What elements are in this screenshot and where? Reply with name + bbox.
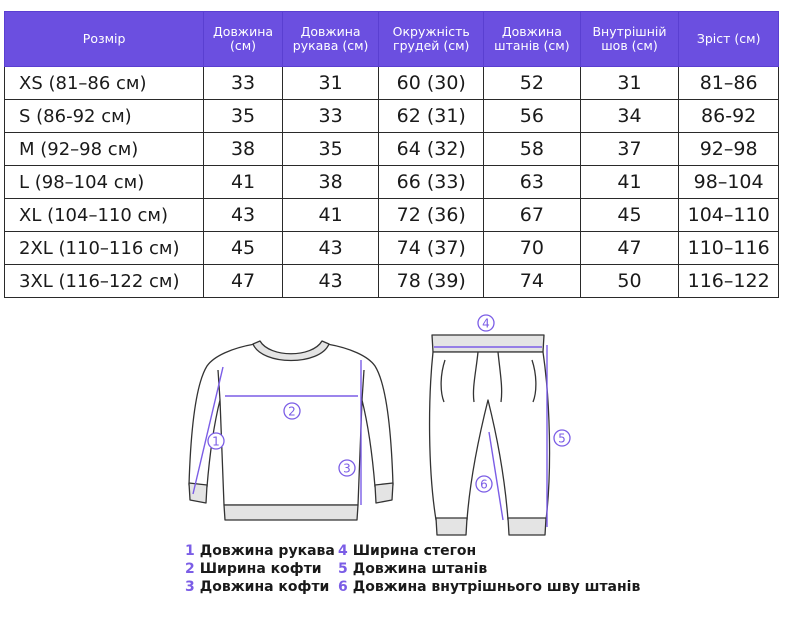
- legend-number: 4: [338, 543, 348, 559]
- table-row: [5, 232, 779, 265]
- header-sleeve-length: Довжина рукава (см): [282, 12, 379, 67]
- cell-inseam: 50: [580, 265, 679, 298]
- cell-length: 47: [204, 265, 283, 298]
- right-pant-cuff: [508, 518, 546, 535]
- cell-height: 92–98: [679, 133, 779, 166]
- legend-label: Довжина штанів: [352, 561, 488, 577]
- table-row: [5, 199, 779, 232]
- cell-sleeve: 31: [282, 67, 379, 100]
- cell-pants-length: 56: [484, 100, 581, 133]
- legend-column-left: [185, 542, 335, 596]
- legend-column-right: [338, 542, 640, 596]
- cell-sleeve: 38: [282, 166, 379, 199]
- cell-size: XS (81–86 см): [5, 67, 204, 100]
- legend-label: Довжина внутрішнього шву штанів: [352, 579, 641, 595]
- header-height: Зріст (см): [679, 12, 779, 67]
- cell-length: 43: [204, 199, 283, 232]
- cell-inseam: 45: [580, 199, 679, 232]
- cell-chest: 78 (39): [379, 265, 484, 298]
- cell-sleeve: 41: [282, 199, 379, 232]
- legend-label: Ширина кофти: [199, 561, 322, 577]
- marker-6: [476, 476, 492, 492]
- sweatshirt-illustration: [189, 341, 393, 520]
- sweatshirt-body: [189, 344, 393, 505]
- legend-label: Ширина стегон: [352, 543, 477, 559]
- cell-size: M (92–98 см): [5, 133, 204, 166]
- cell-pants-length: 52: [484, 67, 581, 100]
- cell-chest: 60 (30): [379, 67, 484, 100]
- marker-4: [478, 315, 494, 331]
- cell-inseam: 37: [580, 133, 679, 166]
- cell-pants-length: 63: [484, 166, 581, 199]
- header-size: Розмір: [5, 12, 204, 67]
- legend-label: Довжина кофти: [199, 579, 330, 595]
- header-chest: Окружність грудей (см): [379, 12, 484, 67]
- cell-height: 81–86: [679, 67, 779, 100]
- cell-chest: 74 (37): [379, 232, 484, 265]
- cell-length: 35: [204, 100, 283, 133]
- legend-label: Довжина рукава: [199, 543, 335, 559]
- cell-inseam: 31: [580, 67, 679, 100]
- cell-length: 38: [204, 133, 283, 166]
- legend-number: 6: [338, 579, 348, 595]
- cell-size: L (98–104 см): [5, 166, 204, 199]
- left-pant-cuff: [436, 518, 467, 535]
- cell-sleeve: 43: [282, 265, 379, 298]
- cell-height: 86-92: [679, 100, 779, 133]
- left-cuff: [189, 483, 207, 503]
- marker-2: [284, 403, 300, 419]
- header-pants-length: Довжина штанів (см): [484, 12, 581, 67]
- cell-pants-length: 74: [484, 265, 581, 298]
- marker-1: [208, 433, 224, 449]
- table-row: [5, 133, 779, 166]
- cell-length: 41: [204, 166, 283, 199]
- cell-chest: 66 (33): [379, 166, 484, 199]
- right-cuff: [375, 483, 393, 503]
- cell-pants-length: 67: [484, 199, 581, 232]
- cell-chest: 72 (36): [379, 199, 484, 232]
- legend-item: [185, 560, 335, 578]
- table-row: [5, 265, 779, 298]
- table-header-row: [5, 12, 779, 67]
- marker-5: [554, 430, 570, 446]
- cell-length: 45: [204, 232, 283, 265]
- cell-height: 104–110: [679, 199, 779, 232]
- cell-chest: 62 (31): [379, 100, 484, 133]
- table-row: [5, 166, 779, 199]
- legend-item: [338, 578, 640, 596]
- cell-sleeve: 43: [282, 232, 379, 265]
- cell-size: 3XL (116–122 см): [5, 265, 204, 298]
- legend-number: 1: [185, 543, 195, 559]
- cell-size: 2XL (110–116 см): [5, 232, 204, 265]
- legend-item: [185, 578, 335, 596]
- cell-height: 116–122: [679, 265, 779, 298]
- table-row: [5, 100, 779, 133]
- sweatshirt-hem: [224, 505, 358, 520]
- marker-5-label: 5: [558, 431, 566, 446]
- cell-height: 110–116: [679, 232, 779, 265]
- cell-sleeve: 33: [282, 100, 379, 133]
- header-length: Довжина (см): [204, 12, 283, 67]
- size-chart-table: [4, 11, 779, 298]
- legend-number: 2: [185, 561, 195, 577]
- legend-item: [185, 542, 335, 560]
- legend-item: [338, 560, 640, 578]
- legend-number: 3: [185, 579, 195, 595]
- cell-length: 33: [204, 67, 283, 100]
- cell-sleeve: 35: [282, 133, 379, 166]
- marker-6-label: 6: [480, 477, 488, 492]
- cell-size: S (86-92 см): [5, 100, 204, 133]
- marker-2-label: 2: [288, 404, 296, 419]
- cell-height: 98–104: [679, 166, 779, 199]
- marker-4-label: 4: [482, 316, 490, 331]
- cell-size: XL (104–110 см): [5, 199, 204, 232]
- cell-chest: 64 (32): [379, 133, 484, 166]
- cell-pants-length: 58: [484, 133, 581, 166]
- header-inseam: Внутрішній шов (см): [580, 12, 679, 67]
- cell-inseam: 47: [580, 232, 679, 265]
- measurement-diagram: [0, 310, 785, 560]
- cell-inseam: 34: [580, 100, 679, 133]
- marker-3: [339, 460, 355, 476]
- pants-waistband: [432, 335, 544, 352]
- marker-1-label: 1: [212, 434, 220, 449]
- cell-inseam: 41: [580, 166, 679, 199]
- cell-pants-length: 70: [484, 232, 581, 265]
- marker-3-label: 3: [343, 461, 351, 476]
- legend-item: [338, 542, 640, 560]
- legend-number: 5: [338, 561, 348, 577]
- table-row: [5, 67, 779, 100]
